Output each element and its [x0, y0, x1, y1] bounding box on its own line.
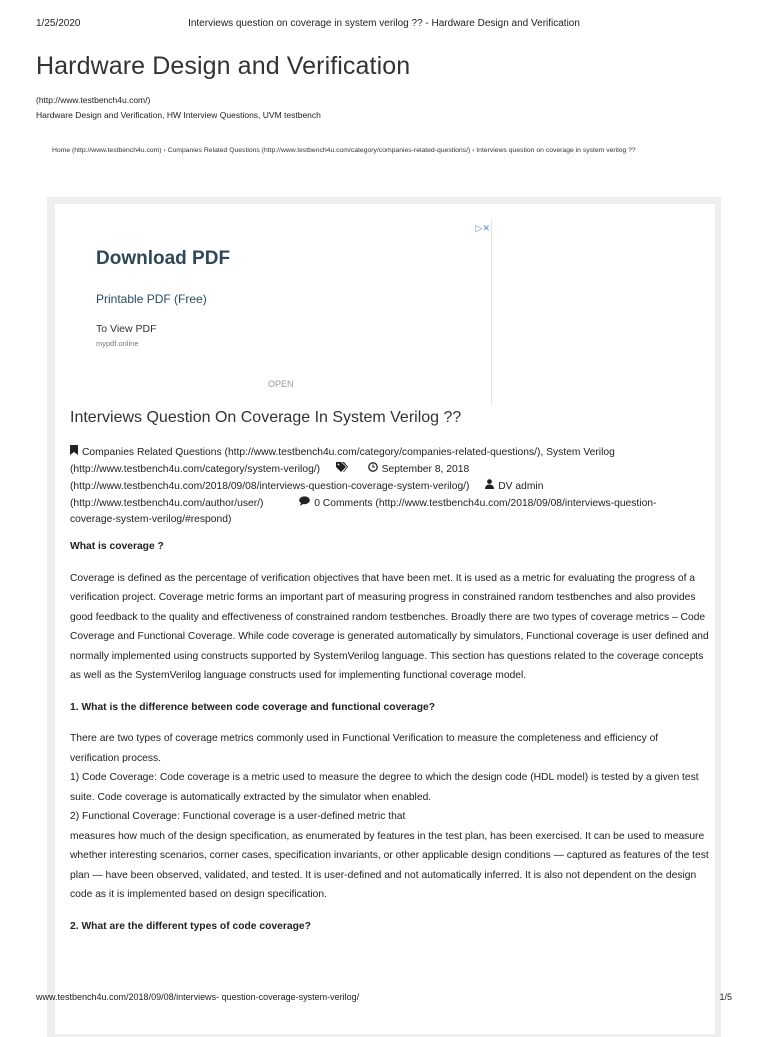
paragraph: 1) Code Coverage: Code coverage is a metric used to measure the degree to which the design code (HDL model) is tested by a given test suite. Code coverage is automatically extracted by the simulator when enabled.	[70, 772, 699, 803]
section-heading: 2. What are the different types of code coverage?	[70, 920, 311, 932]
ad-banner[interactable]	[70, 220, 492, 405]
paragraph: There are two types of coverage metrics commonly used in Functional Verification to measure the completeness and efficiency of verification process.	[70, 733, 659, 764]
print-header	[36, 18, 732, 32]
print-date: 1/25/2020	[36, 18, 81, 29]
paragraph: measures how much of the design specification, as enumerated by features in the test plan, has been exercised. It can be used to measure whether interesting scenarios, corner cases, specification invariants, or other applicable design conditions — captured as features of the test plan — have been observed, validated, and tested. It is user-defined and not automatically inferred. It is also not dependent on the design code as it is implemented based on design specification.	[70, 830, 709, 900]
post-title: Interviews Question On Coverage In System Verilog ??	[70, 409, 462, 426]
breadcrumb-home[interactable]: Home (http://www.testbench4u.com)	[52, 147, 162, 154]
site-description: Hardware Design and Verification, HW Interview Questions, UVM testbench	[36, 110, 321, 120]
print-footer	[36, 992, 732, 1006]
section-heading: What is coverage ?	[70, 541, 164, 552]
post-meta	[70, 444, 710, 528]
ad-open-button[interactable]: OPEN	[268, 379, 294, 389]
breadcrumb	[52, 147, 636, 154]
ad-divider	[491, 220, 492, 405]
user-icon	[485, 478, 494, 494]
post-categories-link[interactable]: (http://www.testbench4u.com/category/system-verilog/)	[70, 464, 321, 475]
paragraph: 2) Functional Coverage: Functional coverage is a user-defined metric that	[70, 811, 406, 822]
post-date[interactable]: September 8, 2018	[381, 464, 470, 475]
clock-icon	[368, 461, 378, 477]
post-categories[interactable]: Companies Related Questions (http://www.testbench4u.com/category/companies-related-questions/), System Verilog	[82, 447, 615, 458]
ad-subtitle[interactable]: Printable PDF (Free)	[96, 292, 207, 306]
post-comments-link[interactable]: coverage-system-verilog/#respond)	[70, 514, 232, 525]
breadcrumb-category[interactable]: Companies Related Questions (http://www.testbench4u.com/category/companies-related-questions/)	[167, 147, 471, 154]
ad-domain: mypdf.online	[96, 339, 139, 348]
post-author[interactable]: DV admin	[498, 481, 544, 492]
breadcrumb-separator: ›	[470, 147, 477, 154]
print-page-number: 1/5	[719, 992, 732, 1002]
post-date-link[interactable]: (http://www.testbench4u.com/2018/09/08/interviews-question-coverage-system-verilog/)	[70, 481, 470, 492]
paragraph: Coverage is defined as the percentage of verification objectives that have been met. It is used as a metric for evaluating the progress of a verification project. Coverage metric forms an important part of measuring progress in constrained random testbenches and also provides good feedback to the quality and effectiveness of constrained random testbenches. Broadly there are two types of coverage metrics – Code Coverage and Functional Coverage. While code coverage is generated automatically by simulators, Functional coverage is user defined and normally implemented using constructs supported by SystemVerilog language. This section has questions related to the coverage concepts as well as the SystemVerilog language constructs used for implementing functional coverage model.	[70, 572, 709, 681]
breadcrumb-separator: ›	[161, 147, 168, 154]
post-author-link[interactable]: (http://www.testbench4u.com/author/user/)	[70, 498, 264, 509]
print-footer-url: www.testbench4u.com/2018/09/08/interviews- question-coverage-system-verilog/	[36, 992, 360, 1002]
breadcrumb-current: Interviews question on coverage in system verilog ??	[476, 147, 636, 154]
tags-icon	[336, 461, 348, 477]
section-heading: 1. What is the difference between code coverage and functional coverage?	[70, 701, 436, 713]
post-content	[70, 537, 710, 936]
post-comments[interactable]: 0 Comments (http://www.testbench4u.com/2018/09/08/interviews-question-	[314, 498, 657, 509]
site-title[interactable]: Hardware Design and Verification	[36, 52, 411, 80]
ad-description: To View PDF	[96, 323, 157, 335]
comment-icon	[299, 495, 310, 511]
bookmark-icon	[70, 444, 78, 460]
ad-choices-icon[interactable]: ▷✕	[475, 223, 490, 233]
print-page-title: Interviews question on coverage in system verilog ?? - Hardware Design and Verification	[188, 18, 580, 29]
ad-title[interactable]: Download PDF	[96, 248, 231, 269]
site-url[interactable]: (http://www.testbench4u.com/)	[36, 95, 151, 105]
